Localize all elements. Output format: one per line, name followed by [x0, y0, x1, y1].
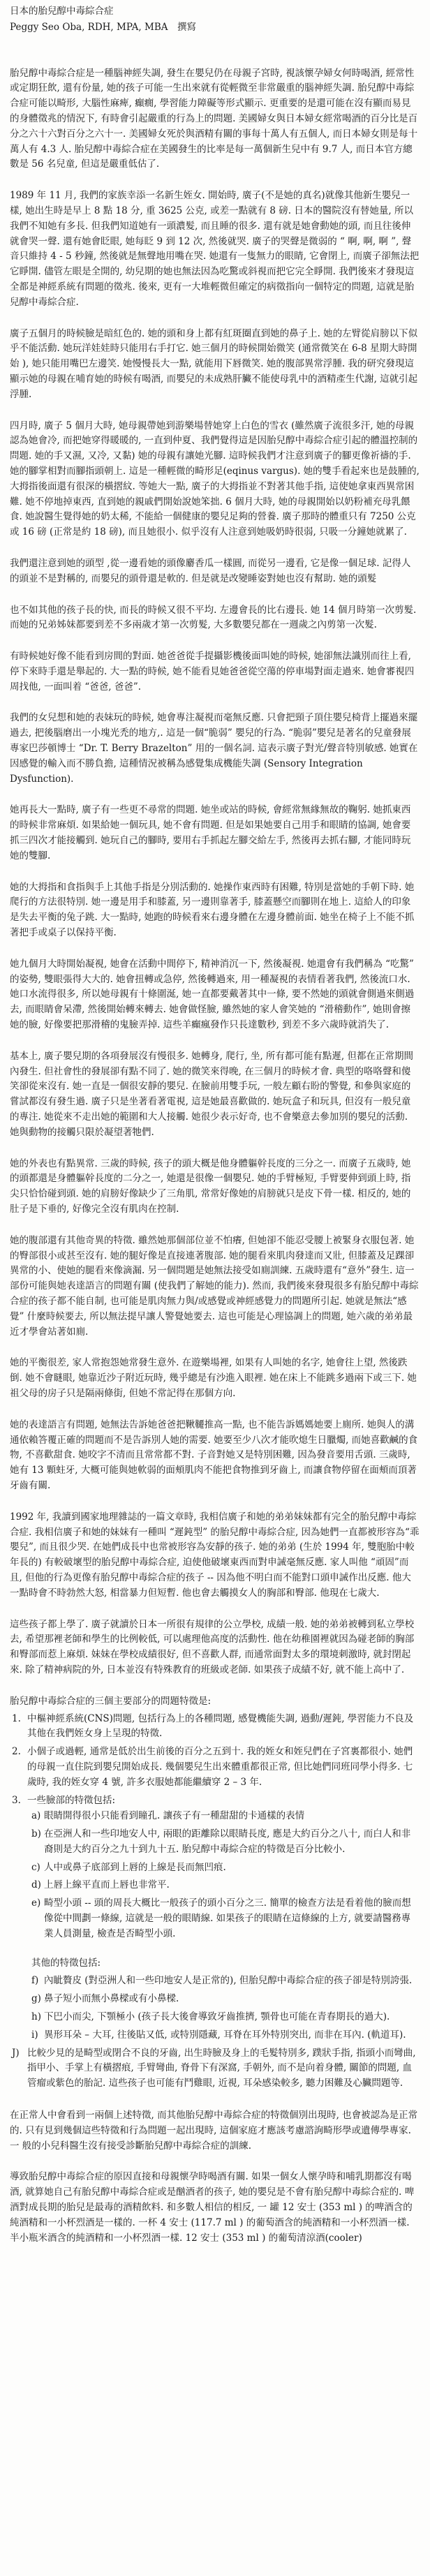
list-item-text: 畸型小頭 -- 頭的周長大概比一般孩子的頭小百分之三. 簡單的檢查方法是看着他的臉而想像從中間劃一條線, 這就是一般的眼睛線. 如果孩子的眼睛在這條線的上方, 就要請醫務專業人員測量, 檢查是否畸型小頭.	[44, 1897, 411, 1939]
list-item	[31, 2010, 420, 2025]
list-item-text: 下巴小而尖, 下顎極小 (孩子長大後會導致牙齒推擠, 顎骨也可能在青春期長的過大).	[44, 2011, 390, 2023]
paragraph: 四月時, 廣子 5 個月大時, 她母親帶她到游樂場替她穿上白色的雪衣 (雖然廣子流很多汗, 她的母親認為她會冷, 而把她穿得暖暖的, 一直到仲夏、我們覺得這是因胎兒醇中毒綜合症引起的體溫控制的問題. 她的手又濕, 又冷, 又黏) 她的母親有讓她光腳. 這時候我們才注意到廣子的腳更像祈禱的手. 她的腳掌相對而腳指頭朝上. 這是一種輕微的畸形足(eqinus vargus). 她的雙手看起來也是鼓腫的, 大拇指後面還有很深的橫摺紋. 等她大一點, 廣子的大拇指並不對著其他手指, 這使她拿東西異常困難. 她不停地掉東西, 直到她的親戚們開始說她笨拙. 6 個月大時, 她的母親開始以奶粉補充母乳餵食. 她說醫生覺得她的奶太稀, 不能給一個健康的嬰兒足夠的營養. 廣子那時的體重只有 7250 公克或 16 磅 (正常是約 18 磅), 而且她很小. 似乎沒有人注意到她吸奶時很弱, 只吸一分鐘她就累了.	[10, 420, 420, 538]
list-item	[12, 1712, 420, 1742]
list-item-text: 眼睛開得很小只能看到瞳孔. 讓孩子有一種甜甜的卡通樣的表情	[44, 1810, 305, 1822]
paragraph: 1992 年, 我讀到國家地理雜誌的一篇文章時, 我相信廣子和她的弟弟妹妹都有完全的胎兒醇中毒綜合症. 我相信廣子和她的妹妹有一種叫 “遲鈍型” 的胎兒醇中毒綜合症, 因為她們一直都被形容為“乖嬰兒”, 而且很少哭. 在她們成長中也常被形容為安靜的孩子. 她的弟弟 (生於 1994 年, 雙胞胎中較年長的) 有較破壞型的胎兒醇中毒綜合症, 迫使他破壞東西而對申誡毫無反應. 家人叫他 “頑固”而且, 但他的行為更像有胎兒醇中毒綜合症的孩子 -- 因為他不明白而不能對口頭申誡作出反應. 他大一點時會不時勃然大怒, 相當暴力但短暫. 他也會去觸摸女人的胸部和臀部. 他現在七歲大.	[10, 1511, 420, 1599]
list-item	[31, 1809, 420, 1824]
list-item	[12, 2046, 420, 2092]
list-item-text: 在亞洲人和一些印地安人中, 兩眼的距離除以眼睛長度, 應是大約百分之八十, 而白人和非裔則是大約百分之九十到九十五. 胎兒醇中毒綜合症的特徵是百分比較小.	[44, 1828, 411, 1855]
list-item	[31, 1992, 420, 2007]
paragraph: 導致胎兒醇中毒綜合症的原因直接和母親懷孕時喝酒有關. 如果一個女人懷孕時和哺乳期都沒有喝酒, 就算她自己有胎兒醇中毒綜合症或是酗酒者的孩子, 她的嬰兒是不會有胎兒醇中毒綜合症的. 啤酒對成長期的胎兒是最毒的酒精飲料. 和多數人相信的相反, 一 罐 12 安士 (353 ml ) 的啤酒含的純酒精和一小杯烈酒是一樣的. 一杯 4 安士 (117.7 ml ) 的葡萄酒含的純酒精和一小杯烈酒一樣. 半小瓶米酒含的純酒精和一小杯烈酒一樣. 12 安士 (353 ml ) 的葡萄清涼酒(cooler)	[10, 2171, 415, 2244]
list-marker: e)	[31, 1897, 41, 1909]
paragraph: 她的大拇指和食指與手上其他手指是分別活動的. 她操作東西時有困難, 特別是當她的手朝下時. 她爬行的方法很特別. 她一邊是用手和膝蓋, 另一邊則靠著手, 膝蓋懸空而腳則在地上. 這給人的印象是失去平衡的兔子跳. 大一點時, 她跑的時候看來右邊身體在左邊身體前面. 她坐在椅子上不能不抓著把手或桌子以保持平衡.	[10, 881, 415, 939]
paragraph: 她九個月大時開始凝視, 她會在活動中間停下, 精神消沉一下, 然後凝視. 她還會有我們稱為 “吃驚” 的姿勢, 雙眼張得大大的. 她會扭轉或急停, 然後轉過來, 用一種凝視的表情看著我們, 然後流口水. 她口水流得很多, 所以她母親有十條圍涎, 她一直都要戴著其中一條, 要不然她的頭就會側過來側過去, 而眼睛會呆滯, 然後開始轉來轉去. 她會做怪臉, 雖然她的家人會笑她的 “滑稽動作”, 她則會擦她的臉, 好像要把那滑稽的鬼臉弄掉. 這些羊癲瘋發作只長達數秒, 到差不多六歲時就消失了.	[10, 958, 415, 1031]
list-item-text: 中樞神經系統(CNS)問題, 包括行為上的各種問題, 感覺機能失調, 過動/遲鈍, 學習能力不良及其他在我們姪女身上呈現的特徵.	[27, 1712, 414, 1740]
list-marker: 2.	[12, 1746, 21, 1758]
list-item	[12, 1793, 420, 1809]
list-marker: d)	[31, 1879, 41, 1891]
list-item-text: 內眦贅皮 (對亞洲人和一些印地安人是正常的), 但胎兒醇中毒綜合症的孩子卻是特別誇張.	[44, 1975, 413, 1987]
list-marker: i)	[31, 2029, 38, 2041]
list-marker: g)	[31, 1993, 41, 2005]
list-marker: c)	[31, 1861, 40, 1873]
paragraph: 1989 年 11 月, 我們的家族幸添一名新生姪女. 開始時, 廣子(不是她的真名)就像其他新生嬰兒一樣, 她出生時是早上 8 點 18 分, 重 3625 公克, 或差一點就有 8 磅. 日本的醫院沒有替她量, 所以我們不知她有多長. 但我們知道她有一頭濃髮, 而且睡的很多. 還有就是她會動她的頭, 而且往後伸就會哭一聲. 還有她會眨眼, 她每眨 9 到 12 次, 然後就哭. 廣子的哭聲是微弱的 “ 啊, 啊, 啊 ”, 聲音只維持 4 - 5 秒鐘, 然後就是無聲地用嘴在哭. 她還有一隻無力的眼睛, 它會閉上, 而廣子卻無法把它睜開. 儘管左眼是全開的, 幼兒期的她也無法因為吃驚或斜視而把它完全睜開. 我們後來才發現這全都是神經系統有問題的徵兆. 後來, 更有一大堆輕微但確定的病徵指向一個特定的問題, 這就是胎兒醇中毒綜合症.	[10, 190, 420, 308]
paragraph: 胎兒醇中毒綜合症是一種腦神經失調, 發生在嬰兒仍在母親子宮時, 視該懷孕婦女何時喝酒, 經常性或定期狂飲, 還有份量, 她的孩子可能一生出來就有從輕微至非常嚴重的腦神經失調. 胎兒醇中毒綜合症可能以畸形, 大腦性麻痺, 癲癇, 學習能力障礙等形式顯示. 更重要的是還可能在沒有顯而易見的身體徵兆的情況下, 有時會引起嚴重的行為上的問題. 美國婦女與日本婦女經常喝酒的百分比是百分之六十六對百分之六十一. 美國婦女死於與酒精有關的事每十萬人有五個人, 而日本婦女則是每十萬人有 4.3 人. 胎兒醇中毒綜合症在美國發生的比率是每一萬個新生兒中有 9.7 人, 而日本官方總數是 56 名兒童, 但這是嚴重低估了.	[10, 67, 418, 170]
list-item	[31, 1827, 420, 1858]
paragraph: 她的外表也有點異常. 三歲的時候, 孩子的頭大概是他身體軀幹長度的三分之一. 而廣子五歲時, 她的頭都還是身體軀幹長度的二分之一, 她還是很像一個嬰兒. 她的手臂極短, 手臂要伸到頭上時, 指尖只恰恰碰到頭. 她的肩膀好像缺少了三角肌, 常常好像她的肩膀就只是皮下骨一樣. 相反的, 她的肚子是下垂的, 好像完全沒有肌肉在控制.	[10, 1157, 411, 1215]
list-item	[12, 1745, 420, 1790]
paragraph: 她的腹部還有其他奇異的特徵. 雖然她那個部位並不怕癢, 但她卻不能忍受腰上被緊身衣服包著. 她的臀部很小或甚至沒有. 她的腿好像是直接連著腹部. 她的腿看來肌肉發達而又壯, 但膝蓋及足踝卻異常的小、使她的腿看來像滴漏. 另一個問題是她無法接受如廁訓練. 五歲時還有“意外”發生. 這一部份可能與她表達語言的問題有關 (使我們了解她的能力). 然而, 我們後來發現很多有胎兒醇中毒綜合症的孩子都不能自制, 也可能是肌肉無力與/或感覺或神經感覺力的問題所引起. 她就是無法“感覺” 什麼時候要去, 所以無法提早讓人警覺她要去. 這也可能是心理協調上的問題, 她六歲的弟弟最近才學會站著如廁.	[10, 1234, 419, 1338]
list-item	[31, 1896, 420, 1941]
list-marker: f)	[31, 1975, 39, 1987]
list-item-text: 異形耳朵 – 大耳, 往後貼又低, 或特別隱藏, 耳脊在耳外特別突出, 而非在耳內. (軌道耳).	[44, 2029, 406, 2041]
list-item-text: 一些臉部的特徵包括:	[27, 1794, 116, 1806]
list-item	[31, 2028, 420, 2043]
list-marker: 3.	[12, 1794, 21, 1806]
list-item-text: 人中或鼻子底部到上唇的上線是長而無凹痕.	[44, 1861, 226, 1873]
list-item-text: 上唇上線平直而上唇也非常平.	[44, 1879, 170, 1891]
list-marker: b)	[31, 1828, 41, 1840]
paragraph: 她的表達語言有問題, 她無法告訴她爸爸把鞦韆推高一點, 也不能告訴媽媽她要上廁所. 她與人的溝通依賴答覆正確的問題而不是告訴別人她的需要. 她要至少八次才能吹熄生日臘燭, 而她喜歡鹹的食物, 不喜歡甜食. 她咬字不清而且常常都不對. 子音對她又是特別困難, 因為發音要用舌頭. 三歲時, 她有 13 顆蛀牙, 大概可能與她軟弱的面頰肌肉不能把食物推到牙齒上, 而讓食物停留在面頰而頂著牙齒有關.	[10, 1419, 418, 1491]
paragraph: 她再長大一點時, 廣子有一些更不尋常的問題. 她坐或站的時候, 會經常無緣無故的鞠躬. 她抓東西的時候非常麻煩. 如果給她一個玩具, 她不會有問題. 但是如果她要自己用手和眼睛的協調, 她會要抓三四次才能接觸到. 她玩自己的腳時, 要用右手抓起左腳交給左手, 然後再去抓右腳, 才能同時玩她的雙腳.	[10, 804, 411, 861]
list-marker: a)	[31, 1810, 41, 1822]
list-marker: h)	[31, 2011, 41, 2023]
list-item-text: 鼻子短小而無小鼻樑或有小鼻樑.	[44, 1993, 179, 2005]
list-item-text: 小個子或過輕, 通常是低於出生前後的百分之五到十. 我的姪女和姪兒們在子宮裏都很小. 她們的母親一直住院到嬰兒開始成長. 幾個嬰兒生出來體重都很正常, 但比她們同班同學小得多. 七歲時, 我的姪女穿 4 號, 許多衣服她都能繼續穿 2 – 3 年.	[27, 1746, 413, 1788]
paragraph: 在正常人中會看到一兩個上述特徵, 而其他胎兒醇中毒綜合症的特徵個別出現時, 也會被認為是正常的. 只有見到幾個這些特徵和行為問題一起出現時, 這個家庭才應該考慮諮詢畸形學或遺傳學專家. 一 般的小兒科醫生沒有接受診斷胎兒醇中毒綜合症的訓練.	[10, 2110, 418, 2152]
list-item	[31, 1860, 420, 1876]
list-item	[31, 1974, 420, 1989]
paragraph: 廣子五個月的時候臉是暗紅色的. 她的頭和身上都有紅斑圈直到她的鼻子上. 她的左臂從肩膀以下似乎不能活動. 她玩洋娃娃時只能用右手打它. 她三個月的時候開始微笑 (通常微笑在 6-8 星期大時開始 ), 她只能用嘴巴左邊笑. 她慢慢長大一點, 就能用下唇微笑. 她的腹部異常浮腫. 我的研究發現這顯示她的母親在哺育她的時候有喝酒, 而嬰兒的未成熟肝臟不能使母乳中的酒精產生代謝, 這就引起浮腫.	[10, 327, 418, 400]
list-marker: 1.	[12, 1712, 21, 1724]
paragraph: 基本上, 廣子嬰兒期的各項發展沒有慢很多. 她轉身, 爬行, 坐, 所有都可能有點遲, 但都在正常期間內發生. 但社會性的發展卻有點不同了. 她的微笑來得晚, 在三個月的時候才會. 典型的咯咯聲和傻笑卻從來沒有. 她一直是一個很安靜的嬰兒. 在臉前用雙手玩, 一般左顧右盼的警覺, 和參與家庭的嘗試都沒有發生過. 廣子只是坐著看著電視, 這是她最喜歡做的. 她玩盒子和玩具, 但沒有一般兒童的專注. 她從來不走出她的範圍和大人接觸. 她很少表示好奇, 也不會樂意去參加別的嬰兒的活動. 她與動物的接觸只限於凝望著牠們.	[10, 1050, 413, 1138]
paragraph: 我們的女兒想和她的表妹玩的時候, 她會專注凝視而毫無反應. 只會把頸子頂住嬰兒椅背上擺過來擺過去, 把後腦磨出一小塊光禿的地方,. 這是一個“脆弱” 嬰兒的行為. “脆弱”嬰兒是著名的兒童發展專家巴莎頓博士 “Dr. T. Berry Brazelton” 用的一個名詞. 這表示廣子對光/聲音特別敏感. 她實在因感覺的輸入而不勝負擔, 這種情況被稱為感覺集成機能失調 (Sensory Integration Dysfunction).	[10, 712, 418, 785]
paragraph: 有時候她好像不能看到房間的對面. 她爸爸從手提攝影機後面叫她的時候, 她卻無法識別而往上看, 停下來時手還是舉起的. 大一點的時候, 她不能看見她爸爸從空蕩的停車場對面走過來. 她會審視四周找他, 一面叫着 “爸爸, 爸爸”.	[10, 651, 415, 693]
paragraph: 我們還注意到她的頭型 ,從一邊看她的頭像麝香瓜一樣圓, 而從另一邊看, 它是像一個足球. 記得人的頭並不是對稱的, 而嬰兒的頭骨還是軟的. 但是就是改變睡姿對她也沒有幫助. 她的頭髮	[10, 557, 411, 584]
features-list-intro: 胎兒醇中毒綜合症的三個主要部分的問題特徵是:	[10, 1695, 212, 1707]
paragraph: 這些孩子都上學了. 廣子就讀於日本一所很有規律的公立學校, 成績一般. 她的弟弟被轉到私立學校去, 希望那裡老師和學生的比例較低, 可以處理他高度的活動性. 他在幼稚園裡就因為碰老師的胸部和臀部而惹上麻煩. 妹妹在學校成績很好, 但不喜歡人群, 而通常面對太多的環境刺激時, 就封閉起來. 除了精神病院的外, 日本並沒有特殊教育的班級或老師. 如果孩子成績不好, 就不能上高中了.	[10, 1618, 415, 1675]
paragraph: 也不如其他的孩子長的快, 而長的時候又很不平均. 左邊會長的比右邊長. 她 14 個月時第一次剪髮. 而她的兄弟姊妹都要到差不多兩歲才第一次剪髮, 大多數嬰兒都在一週歲之內剪第一次髮.	[10, 604, 417, 631]
list-item-text: 比較少見的是畸型或閉合不良的牙齒, 出生時臉及身上的毛髮特別多, 蹼狀手指, 指頭小而彎曲, 指甲小、手掌上有橫摺痕, 手臂彎曲, 脊骨下有深窩, 手朝外, 而不是向着身體, 關節的問題, 血管瘤或紫色的胎記. 這些孩子也可能有鬥雞眼, 近視, 耳朵感染較多, 聽力困難及心臟問題等.	[27, 2047, 416, 2089]
document-title: 日本的胎兒醇中毒綜合症	[10, 6, 114, 17]
other-features-intro: 其他的特徵包括:	[31, 1957, 101, 1969]
document-byline: Peggy Seo Oba, RDH, MPA, MBA 撰寫	[10, 21, 197, 33]
paragraph: 她的平衡很差, 家人常抱怨她常發生意外. 在遊樂場裡, 如果有人叫她的名字, 她會往上望, 然後跌倒. 她不會瞇眼, 她靠近沙子附近玩時, 幾乎總是有沙進入眼裡. 她在床上不能跳多過兩下或三下. 她祖父母的房子只是隔兩條街, 但她不常記得在那個方向.	[10, 1357, 417, 1399]
list-item	[31, 1878, 420, 1893]
list-marker: J)	[12, 2047, 20, 2059]
